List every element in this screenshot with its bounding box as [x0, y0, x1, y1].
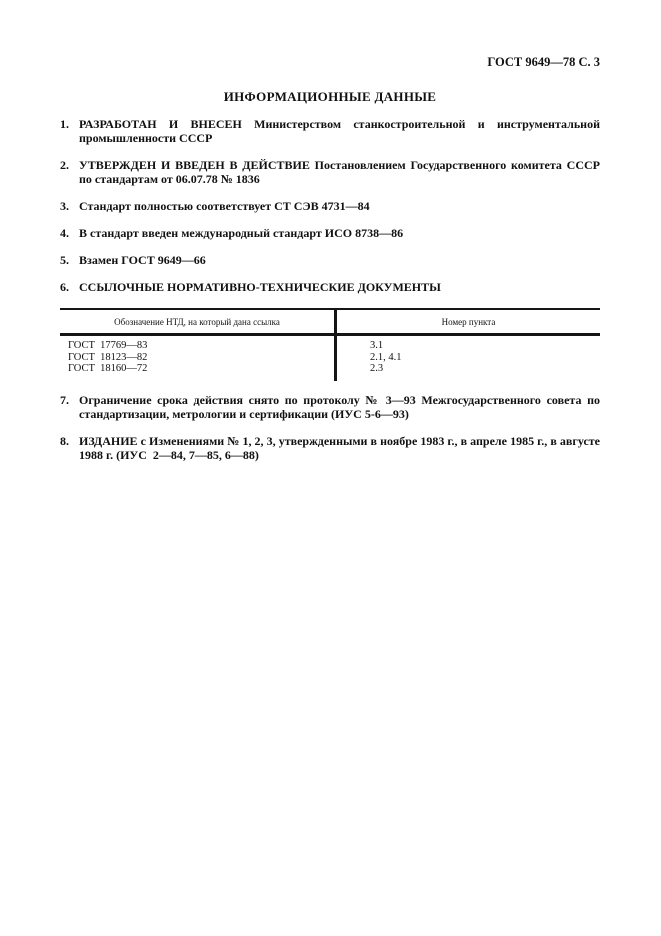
item-number: 6.: [60, 280, 69, 294]
doc-reference: ГОСТ 9649—78 С. 3: [487, 55, 600, 69]
table-row: [60, 363, 600, 381]
item-number: 7.: [60, 392, 69, 407]
table-header-row: [60, 309, 600, 335]
list-item-6: [60, 280, 600, 294]
item-text: РАЗРАБОТАН И ВНЕСЕН Министерством станкостроительной и инструментальной промышленности СССР: [79, 117, 600, 145]
item-number: 1.: [60, 117, 69, 131]
list-item-7: [60, 393, 600, 421]
cell-ntd: ГОСТ 17769—83: [60, 335, 336, 352]
item-text: Ограничение срока действия снято по протоколу № 3—93 Межгосударственного совета по стандартизации, метрологии и сертификации (ИУС 5-6—93): [79, 392, 600, 421]
item-text: Взамен ГОСТ 9649—66: [79, 253, 206, 267]
item-number: 8.: [60, 433, 69, 448]
cell-punkt: 3.1: [370, 340, 384, 351]
col-header-ntd: Обозначение НТД, на который дана ссылка: [60, 309, 336, 335]
item-number: 3.: [60, 199, 69, 213]
list-item-3: [60, 199, 600, 213]
list-item-4: [60, 226, 600, 240]
item-number: 5.: [60, 253, 69, 267]
table-row: [60, 352, 600, 364]
item-text: Стандарт полностью соответствует СТ СЭВ 4731—84: [79, 199, 370, 213]
reference-table: [60, 308, 600, 381]
item-number: 2.: [60, 158, 69, 172]
list-item-2: [60, 158, 600, 186]
table-row: [60, 335, 600, 352]
cell-punkt: 2.3: [370, 363, 384, 374]
item-text: ССЫЛОЧНЫЕ НОРМАТИВНО-ТЕХНИЧЕСКИЕ ДОКУМЕНТЫ: [79, 280, 441, 294]
cell-ntd: ГОСТ 18123—82: [60, 352, 336, 364]
item-text: ИЗДАНИЕ с Изменениями № 1, 2, 3, утвержденными в ноябре 1983 г., в апреле 1985 г., в августе 1988 г. (ИУС 2—84, 7—85, 6—88): [79, 433, 600, 462]
item-text: УТВЕРЖДЕН И ВВЕДЕН В ДЕЙСТВИЕ Постановлением Государственного комитета СССР по стандартам от 06.07.78 № 1836: [79, 158, 600, 186]
list-item-8: [60, 434, 600, 462]
list-item-5: [60, 253, 600, 267]
list-item-1: [60, 117, 600, 145]
item-number: 4.: [60, 226, 69, 240]
cell-ntd: ГОСТ 18160—72: [60, 363, 336, 381]
item-text: В стандарт введен международный стандарт ИСО 8738—86: [79, 226, 404, 240]
cell-punkt: 2.1, 4.1: [370, 351, 402, 363]
col-header-punkt: Номер пункта: [336, 309, 601, 335]
page-title: ИНФОРМАЦИОННЫЕ ДАННЫЕ: [223, 89, 437, 104]
